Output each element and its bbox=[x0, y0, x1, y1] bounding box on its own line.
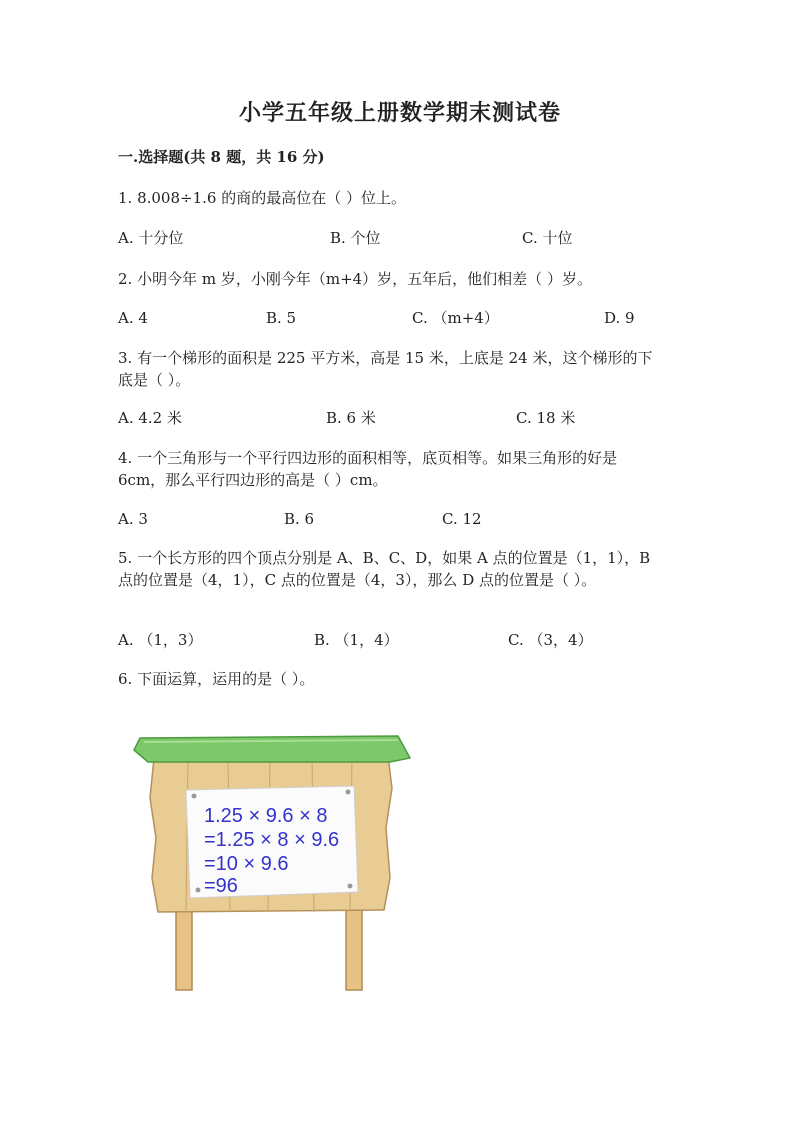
question-1-stem: 1. 8.008÷1.6 的商的最高位在（ ）位上。 bbox=[118, 189, 406, 207]
question-2-stem: 2. 小明今年 m 岁，小刚今年（m+4）岁，五年后，他们相差（ ）岁。 bbox=[118, 270, 592, 288]
sign-line-2: =1.25 × 8 × 9.6 bbox=[204, 829, 340, 851]
question-3-option-c: C. 18 米 bbox=[516, 409, 576, 427]
question-4-option-b: B. 6 bbox=[284, 510, 315, 528]
question-6-stem: 6. 下面运算，运用的是（ ）。 bbox=[118, 670, 315, 688]
sign-line-3: =10 × 9.6 bbox=[204, 853, 289, 875]
page-title: 小学五年级上册数学期末测试卷 bbox=[238, 100, 561, 126]
question-5-option-a: A. （1，3） bbox=[118, 631, 203, 649]
question-5-option-b: B. （1，4） bbox=[314, 631, 399, 649]
question-3-stem-line-1: 3. 有一个梯形的面积是 225 平方米，高是 15 米，上底是 24 米，这个梯形的下 bbox=[118, 349, 653, 367]
question-2-option-d: D. 9 bbox=[604, 309, 635, 327]
question-4-stem-line-2: 6cm，那么平行四边形的高是（ ）cm。 bbox=[118, 471, 388, 489]
question-2-option-a: A. 4 bbox=[118, 309, 148, 327]
question-3-stem-line-2: 底是（ ）。 bbox=[118, 371, 191, 389]
question-3-option-a: A. 4.2 米 bbox=[118, 409, 182, 427]
question-5-stem-line-1: 5. 一个长方形的四个顶点分别是 A、B、C、D，如果 A 点的位置是（1，1），B bbox=[118, 549, 651, 567]
question-1-option-c: C. 十位 bbox=[522, 229, 573, 247]
question-4-option-c: C. 12 bbox=[442, 510, 482, 528]
question-2-option-b: B. 5 bbox=[266, 309, 297, 327]
question-1-option-b: B. 个位 bbox=[330, 229, 381, 247]
section-header: 一.选择题(共 8 题，共 16 分) bbox=[118, 148, 325, 166]
question-5-option-c: C. （3，4） bbox=[508, 631, 593, 649]
wooden-sign-illustration bbox=[128, 728, 413, 996]
question-4-option-a: A. 3 bbox=[118, 510, 148, 528]
question-1-option-a: A. 十分位 bbox=[118, 229, 184, 247]
question-5-stem-line-2: 点的位置是（4，1），C 点的位置是（4，3），那么 D 点的位置是（ ）。 bbox=[118, 571, 597, 589]
question-3-option-b: B. 6 米 bbox=[326, 409, 376, 427]
sign-line-4: =96 bbox=[204, 875, 238, 897]
question-4-stem-line-1: 4. 一个三角形与一个平行四边形的面积相等，底页相等。如果三角形的好是 bbox=[118, 449, 618, 467]
question-2-option-c: C. （m+4） bbox=[412, 309, 499, 327]
sign-line-1: 1.25 × 9.6 × 8 bbox=[204, 805, 328, 827]
